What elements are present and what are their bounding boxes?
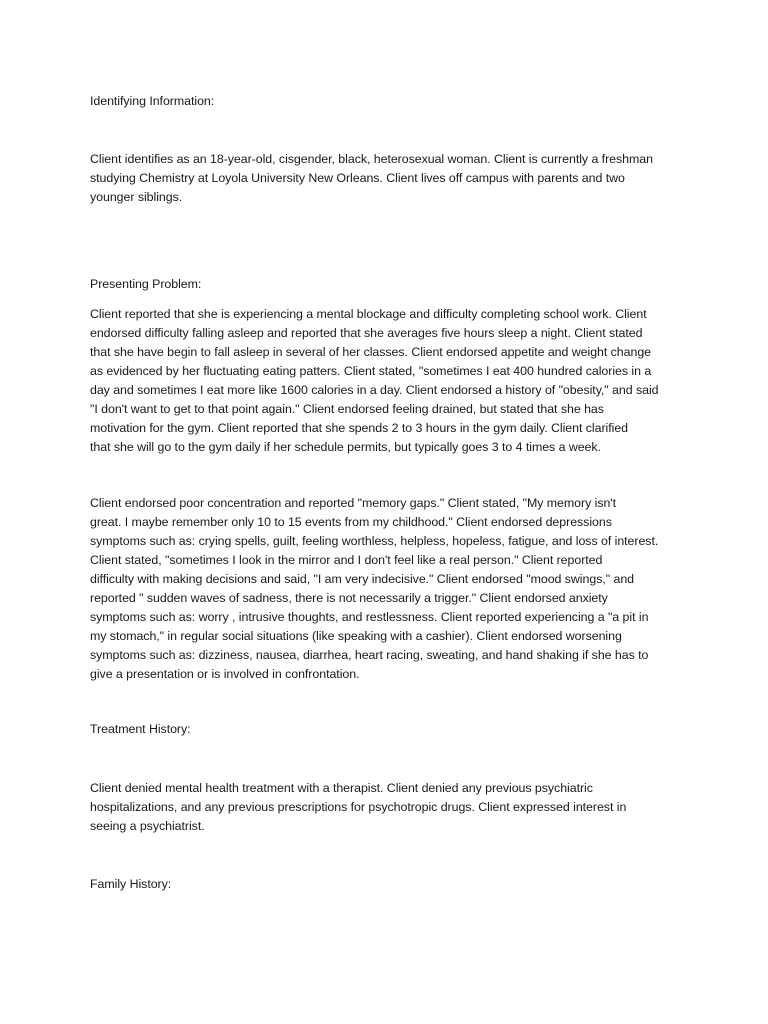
identifying-information-heading: Identifying Information: <box>90 94 215 108</box>
paragraph-line: studying Chemistry at Loyola University New Orleans. Client lives off campus with parents and two <box>90 171 625 185</box>
paragraph-line: great. I maybe remember only 10 to 15 events from my childhood." Client endorsed depressions <box>90 515 612 529</box>
presenting-problem-paragraph-2 <box>90 494 690 684</box>
paragraph-line: Client identifies as an 18-year-old, cisgender, black, heterosexual woman. Client is currently a freshman <box>90 152 653 166</box>
paragraph-line: symptoms such as: dizziness, nausea, diarrhea, heart racing, sweating, and hand shaking if she has to <box>90 648 649 662</box>
paragraph-line: that she have begin to fall asleep in several of her classes. Client endorsed appetite and weight change <box>90 345 652 359</box>
presenting-problem-heading: Presenting Problem: <box>90 277 202 291</box>
paragraph-line: Client reported that she is experiencing a mental blockage and difficulty completing school work. Client <box>90 307 647 321</box>
paragraph-line: hospitalizations, and any previous prescriptions for psychotropic drugs. Client expressed interest in <box>90 800 627 814</box>
paragraph-line: motivation for the gym. Client reported that she spends 2 to 3 hours in the gym daily. Client clarified <box>90 421 629 435</box>
paragraph-line: that she will go to the gym daily if her schedule permits, but typically goes 3 to 4 times a week. <box>90 440 601 454</box>
paragraph-line: symptoms such as: crying spells, guilt, feeling worthless, helpless, hopeless, fatigue, and loss of interest. <box>90 534 659 548</box>
paragraph-line: my stomach," in regular social situations (like speaking with a cashier). Client endorsed worsening <box>90 629 622 643</box>
paragraph-line: Client stated, "sometimes I look in the mirror and I don't feel like a real person." Client reported <box>90 553 603 567</box>
paragraph-line: reported " sudden waves of sadness, there is not necessarily a trigger." Client endorsed anxiety <box>90 591 608 605</box>
paragraph-line: "I don't want to get to that point again." Client endorsed feeling drained, but stated that she has <box>90 402 604 416</box>
paragraph-line: Client denied mental health treatment with a therapist. Client denied any previous psychiatric <box>90 781 593 795</box>
paragraph-line: seeing a psychiatrist. <box>90 819 205 833</box>
paragraph-line: give a presentation or is involved in confrontation. <box>90 667 360 681</box>
family-history-heading: Family History: <box>90 877 172 891</box>
paragraph-line: as evidenced by her fluctuating eating patters. Client stated, "sometimes I eat 400 hundred calories in a <box>90 364 652 378</box>
paragraph-line: symptoms such as: worry , intrusive thoughts, and restlessness. Client reported experiencing a "a pit in <box>90 610 649 624</box>
presenting-problem-paragraph-1 <box>90 305 690 457</box>
paragraph-line: day and sometimes I eat more like 1600 calories in a day. Client endorsed a history of "obesity," and said <box>90 383 659 397</box>
identifying-information-paragraph <box>90 150 690 207</box>
paragraph-line: Client endorsed poor concentration and reported "memory gaps." Client stated, "My memory isn't <box>90 496 617 510</box>
treatment-history-heading: Treatment History: <box>90 722 191 736</box>
paragraph-line: difficulty with making decisions and said, "I am very indecisive." Client endorsed "mood swings," and <box>90 572 634 586</box>
paragraph-line: younger siblings. <box>90 190 183 204</box>
paragraph-line: endorsed difficulty falling asleep and reported that she averages five hours sleep a night. Client stated <box>90 326 643 340</box>
treatment-history-paragraph <box>90 779 690 836</box>
